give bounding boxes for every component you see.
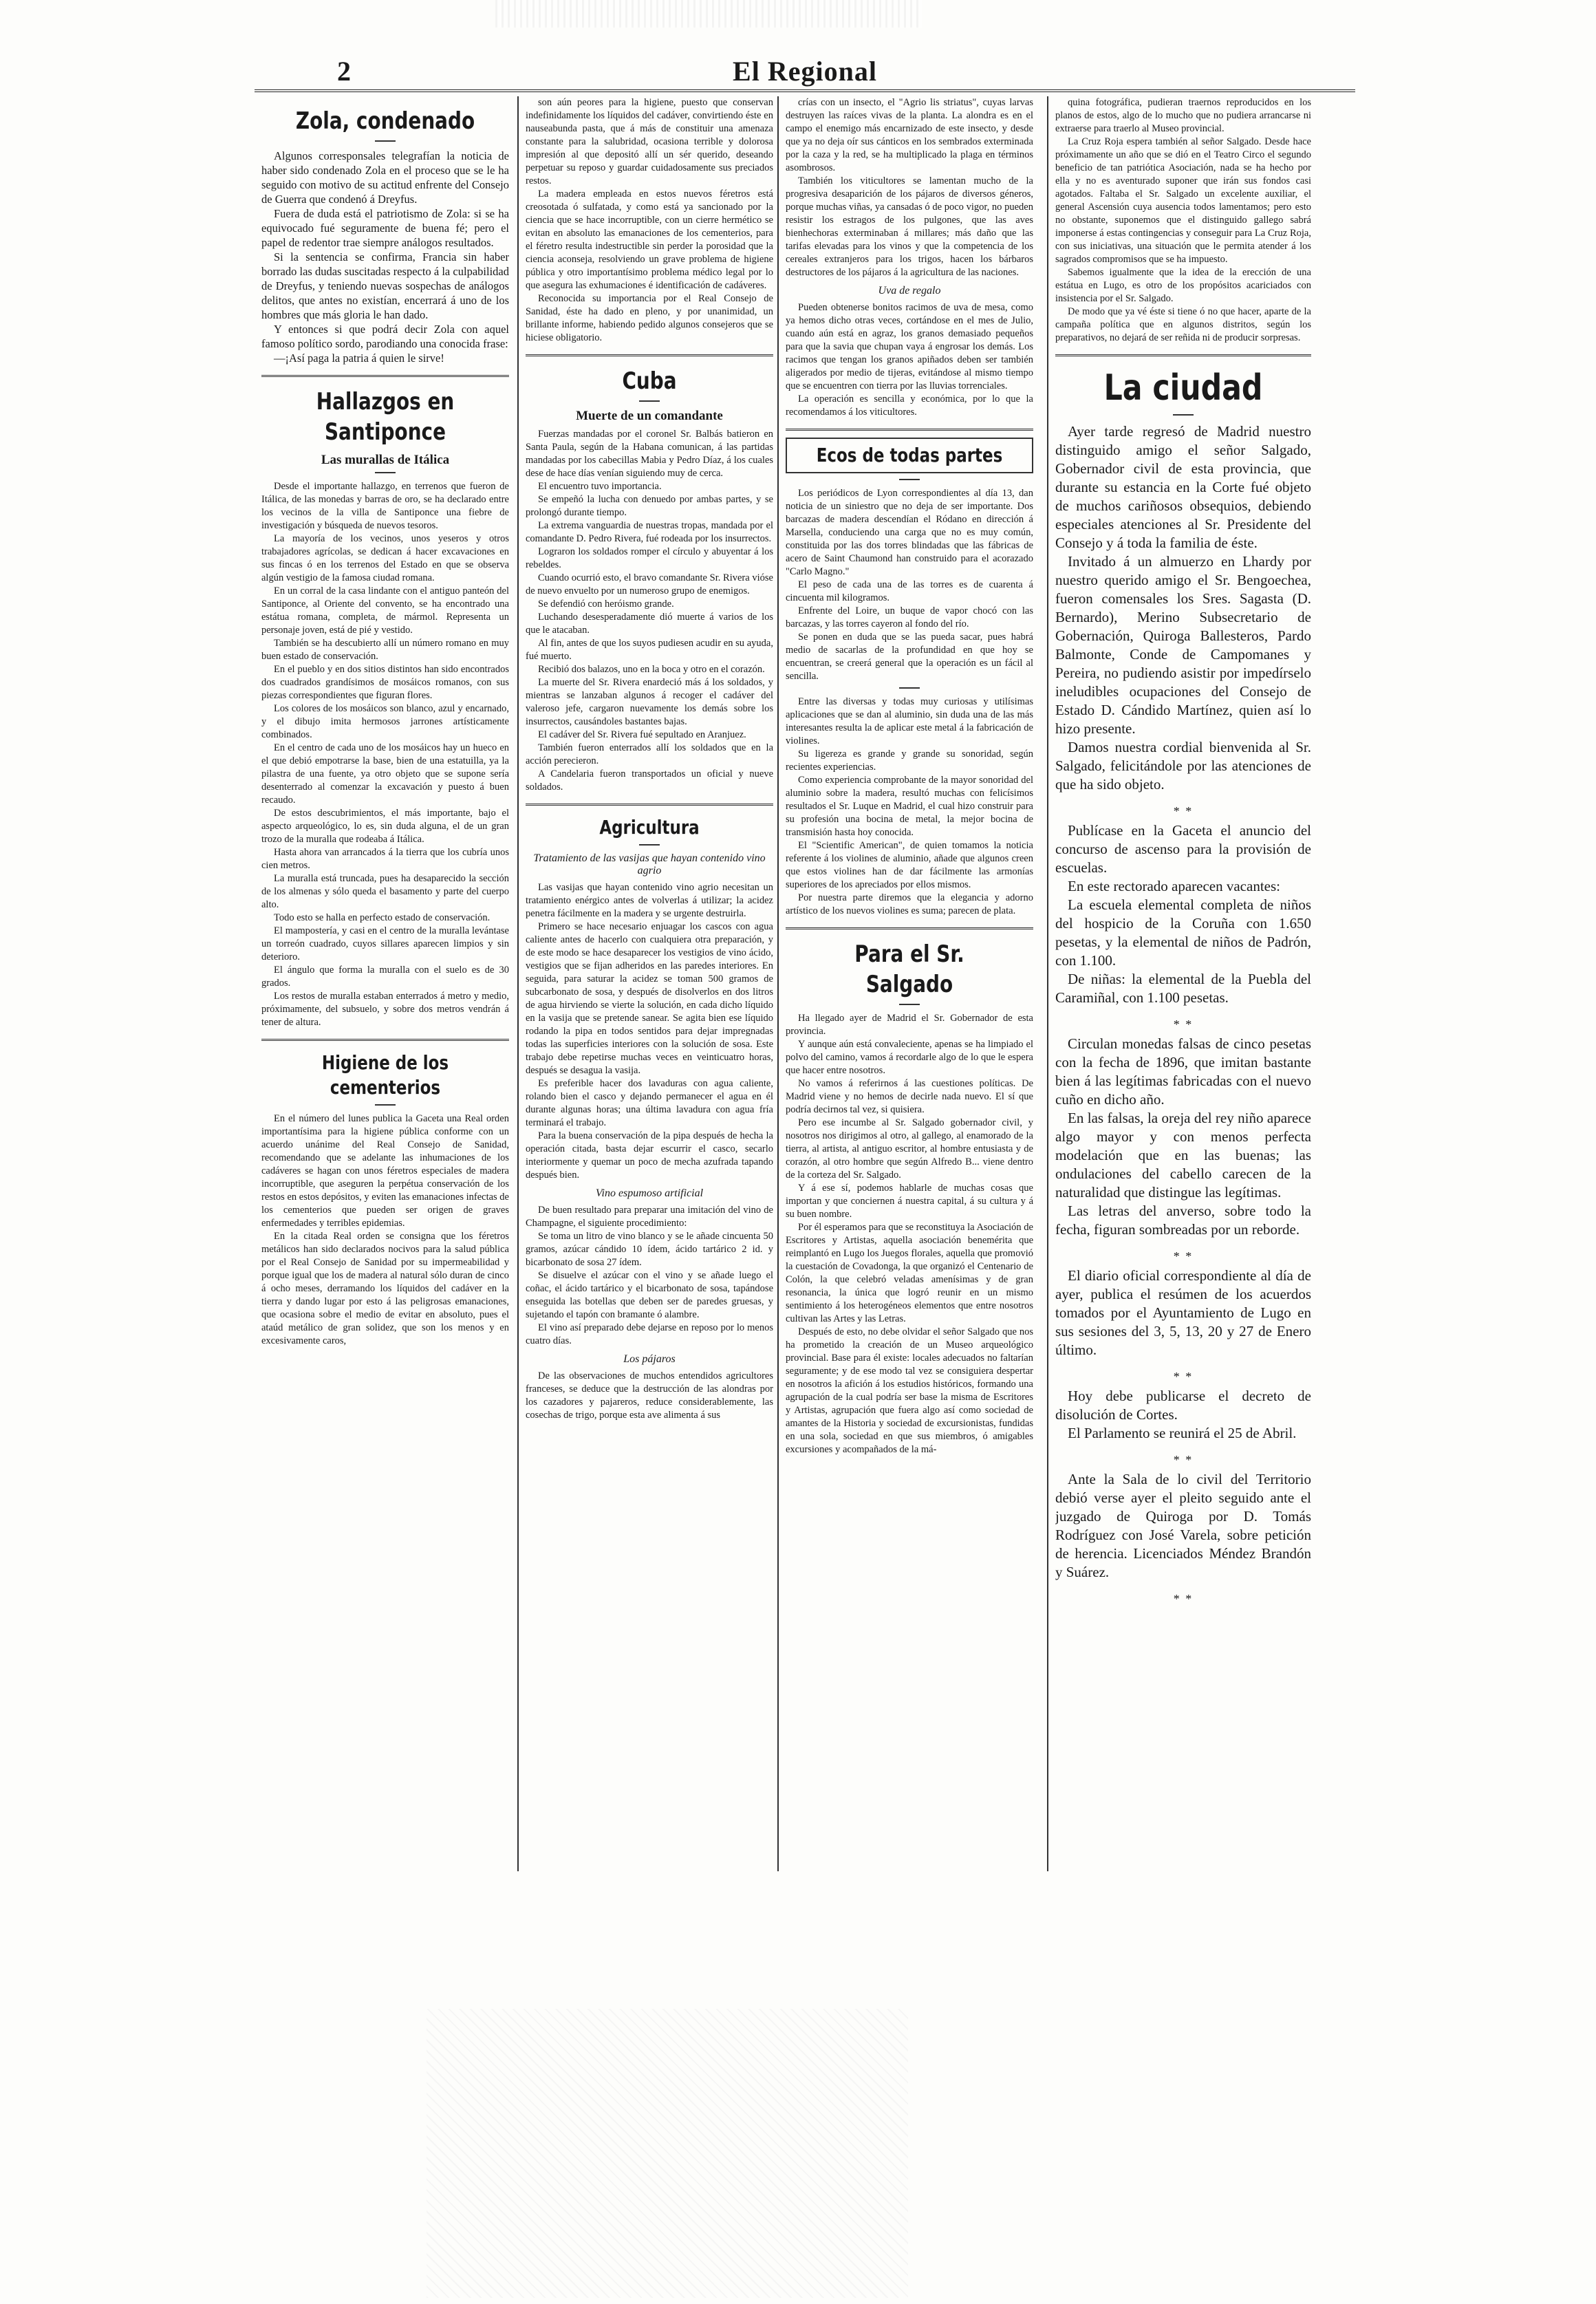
paragraph: quina fotográfica, pudieran traernos reproducidos en los planos de estos, algo de lo mucho que no pudiera arrancarse ni extraerse para traerlo al Museo provincial. xyxy=(1055,97,1311,134)
paragraph: Y aunque aún está convaleciente, apenas se ha limpiado el polvo del camino, vamos á recordarle algo de lo que le espera que hacer entre nosotros. xyxy=(786,1039,1033,1076)
paragraph: Por él esperamos para que se reconstituya la Asociación de Escritores y Artistas, aquella asociación benemérita que reimplantó en Lugo los Juegos florales, aquella que promovió la cuestación de Covadonga, la que organizó el Centenario de Colón, la que celebró veladas amenísimas y de gran resonancia, la única que logró reunir en un mismo sentimiento á los heterogéneos elementos que entre nosotros cultivan las Artes y las Letras. xyxy=(786,1222,1033,1324)
paragraph: Circulan monedas falsas de cinco pesetas con la fecha de 1896, que imitan bastante bien á las legítimas fabricadas con el nuevo cuño en dicho año. xyxy=(1055,1035,1311,1108)
paragraph: No vamos á referirnos á las cuestiones políticas. De Madrid viene y no hemos de decirle nada nuevo. El sí que podría decirnos tal vez, si quisiera. xyxy=(786,1078,1033,1115)
headline-zola: Zola, condenado xyxy=(295,107,475,135)
paragraph: Los restos de muralla estaban enterrados á metro y medio, próximamente, del subsuelo, y sobre dos metros vendrán á tener de altura. xyxy=(261,991,509,1028)
divider xyxy=(899,687,920,689)
paragraph: Después de esto, no debe olvidar el señor Salgado que nos ha prometido la creación de un Museo arqueológico provincial. Base para él existe: locales adecuados no faltarían seguramente; y de ese modo tal vez se consiguiera despertar en nosotros la afición á los estudios históricos, formando una agrupación de la cual podría ser base la misma de Escritores y Artistas, agrupación que fuera algo así como sociedad de amantes de la Historia y sociedad de excursionistas, fundidas en una sola, sociedad en que sus miembros, ó amigables excursiones y acompañados de la má- xyxy=(786,1326,1033,1455)
paragraph: Se toma un litro de vino blanco y se le añade cincuenta 50 gramos, azúcar cándido 10 ídem, ácido tartárico 2 id. y bicarbonato de sosa 27 ídem. xyxy=(526,1231,773,1268)
paragraph: Al fin, antes de que los suyos pudiesen acudir en su ayuda, fué muerto. xyxy=(526,638,773,662)
paragraph: El Parlamento se reunirá el 25 de Abril. xyxy=(1068,1425,1297,1441)
paragraph: son aún peores para la higiene, puesto que conservan indefinidamente los líquidos del cadáver, convirtiendo éste en nauseabunda pasta, que á más de constituir una amenaza constante para la salubridad, ocasiona terrible y dolorosa impresión al que depositó allí un sér querido, deseando perpetuar su reposo y guardar cuidadosamente sus preciados restos. xyxy=(526,97,773,186)
paragraph: Todo esto se halla en perfecto estado de conservación. xyxy=(274,912,490,923)
paragraph: Hasta ahora van arrancados á la tierra que los cubría unos cien metros. xyxy=(261,847,509,871)
paragraph: Ha llegado ayer de Madrid el Sr. Gobernador de esta provincia. xyxy=(786,1013,1033,1037)
paragraph: Hoy debe publicarse el decreto de disolución de Cortes. xyxy=(1055,1388,1311,1423)
paragraph: Se disuelve el azúcar con el vino y se añade luego el coñac, el ácido tartárico y el bicarbonato de sosa, tapándose enseguida las botellas que deben ser de paredes gruesas, y sujetando el tapón con bramante ó alambre. xyxy=(526,1270,773,1320)
section-rule xyxy=(526,354,773,356)
paragraph: Cuando ocurrió esto, el bravo comandante Sr. Rivera vióse de nuevo envuelto por un numeroso grupo de enemigos. xyxy=(526,572,773,596)
separator-stars: * * xyxy=(1173,1249,1194,1263)
paragraph: Y á ese sí, podemos hablarle de muchas cosas que importan y que conciernen á nuestra capital, á su cultura y á su buen nombre. xyxy=(786,1183,1033,1220)
paragraph: Luchando desesperadamente dió muerte á varios de los que le atacaban. xyxy=(526,612,773,636)
paragraph: La muralla está truncada, pues ha desaparecido la sección de los almenas y sólo queda el basamento y parte del cuerpo alto. xyxy=(261,873,509,910)
divider xyxy=(639,400,660,402)
paragraph: Las vasijas que hayan contenido vino agrio necesitan un tratamiento enérgico antes de volverlas á utilizar; la acidez penetra fácilmente en la madera y se urgente destruirla. xyxy=(526,882,773,919)
paragraph: Se defendió con heróismo grande. xyxy=(538,599,674,610)
paragraph: Ante la Sala de lo civil del Territorio debió verse ayer el pleito seguido ante el juzgado de Quiroga por D. Tomás Rodríguez con José Varela, sobre petición de herencia. Licenciados Méndez Brandón y Suárez. xyxy=(1055,1471,1311,1580)
paragraph: En un corral de la casa lindante con el antiguo panteón del Santiponce, al Oriente del convento, se ha encontrado una estátua romana, completa, de mármol. Representa un personaje joven, está de pié y vestido. xyxy=(261,585,509,636)
divider xyxy=(375,140,396,142)
paragraph: crías con un insecto, el "Agrio lis striatus", cuyas larvas destruyen las raíces vivas de la planta. La alondra es en el campo el enemigo más encarnizado de este insecto, y desde que ya no deja oír sus cánticos en los sembrados exterminada por la caza y la red, se ha multiplicado la plaga en términos asombrosos. xyxy=(786,97,1033,173)
paragraph: El mampostería, y casi en el centro de la muralla levántase un torreón cuadrado, cuyos sillares aparecen limpios y sin deterioro. xyxy=(261,925,509,962)
paragraph: Sabemos igualmente que la idea de la erección de una estátua en Lugo, es otro de los propósitos acariciados con insistencia por el Sr. Salgado. xyxy=(1055,267,1311,304)
paragraph: Pero ese incumbe al Sr. Salgado gobernador civil, y nosotros nos dirigimos al otro, al gallego, al enamorado de la tierra, al artista, al antiguo escritor, al hombre entusiasta y de corazón, al otro hombre que según Alfredo B... viene dentro de la corteza del Sr. Salgado. xyxy=(786,1117,1033,1181)
divider xyxy=(899,1004,920,1005)
paragraph: La mayoría de los vecinos, unos yeseros y otros trabajadores agrícolas, se dedican á hacer excavaciones en sus fincas ó en los terrenos del Estado en que se observa algún vestigio de la famosa ciudad romana. xyxy=(261,533,509,583)
divider xyxy=(899,479,920,480)
page-number: 2 xyxy=(337,56,351,87)
column-4 xyxy=(1055,96,1311,1871)
separator-stars: * * xyxy=(1173,804,1194,818)
divider xyxy=(375,472,396,473)
paragraph: En la citada Real orden se consigna que los féretros metálicos han sido declarados nocivos para la salud pública por el Real Consejo de Sanidad por su impermeabilidad y porque igual que los de madera al natural sólo duran de cinco á ocho meses, derramando los líquidos del cadáver en la tierra y dando lugar por esto á las peligrosas emanaciones, que ocasiona sobre el medio de evitar en absoluto, pues el ataúd metálico de gran solidez, que son los menos y en excesivamente caros, xyxy=(261,1231,509,1346)
paragraph: Si la sentencia se confirma, Francia sin haber borrado las dudas suscitadas respecto á la culpabilidad de Dreyfus, y teniendo nuevas sospechas de análogos delitos, que antes no existían, encerrará á uno de los hombres que más gloria le han dado. xyxy=(261,250,509,321)
section-rule xyxy=(786,927,1033,929)
paragraph: Publícase en la Gaceta el anuncio del concurso de ascenso para la provisión de escuelas. xyxy=(1055,822,1311,876)
paragraph: Enfrente del Loire, un buque de vapor chocó con las barcazas, y las torres cayeron al fondo del río. xyxy=(786,605,1033,629)
paragraph: También se ha descubierto allí un número romano en muy buen estado de conservación. xyxy=(261,638,509,662)
paragraph: El "Scientific American", de quien tomamos la noticia referente á los violines de aluminio, añade que algunos creen que estos violines han de dar fácilmente las armonías superiores de los apreciados por ellos mismos. xyxy=(786,840,1033,890)
paragraph: De buen resultado para preparar una imitación del vino de Champagne, el siguiente procedimiento: xyxy=(526,1205,773,1229)
paragraph: Algunos corresponsales telegrafían la noticia de haber sido condenado Zola en el proceso que se le ha seguido con motivo de su actitud enfrente del Consejo de Guerra que condenó á Dreyfus. xyxy=(261,149,509,206)
scan-noise-bottom xyxy=(427,2009,908,2298)
column-2 xyxy=(526,96,773,1871)
separator-stars: * * xyxy=(1173,1018,1194,1031)
paragraph: La muerte del Sr. Rivera enardeció más á los soldados, y mientras se lanzaban algunos á recoger el cadáver del valeroso jefe, cargaron nuevamente los demás sobre los insurrectos, causándoles bastantes bajas. xyxy=(526,677,773,727)
page-header xyxy=(261,55,1348,85)
section-rule xyxy=(261,1039,509,1041)
paragraph: Damos nuestra cordial bienvenida al Sr. Salgado, felicitándole por las atenciones de que ha sido objeto. xyxy=(1055,739,1311,793)
subheadline: Tratamiento de las vasijas que hayan contenido vino agrio xyxy=(533,852,766,876)
header-rule xyxy=(255,89,1355,92)
paragraph: También fueron enterrados allí los soldados que en la acción perecieron. xyxy=(526,742,773,766)
divider xyxy=(1173,414,1194,416)
headline-cuba: Cuba xyxy=(622,367,677,395)
paragraph: De las observaciones de muchos entendidos agricultores franceses, se deduce que la destrucción de las alondras por los cazadores y pajareros, reduce considerablemente, las cosechas de trigo, porque esta ave alimenta á sus xyxy=(526,1370,773,1421)
paragraph: Como experiencia comprobante de la mayor sonoridad del aluminio sobre la madera, resultó muchas con felicísimos resultados el Sr. Luque en Madrid, el cual hizo construir para su profesión una bocina de metal, la mejor bocina de transmisión hasta hoy conocida. xyxy=(786,775,1033,838)
masthead: El Regional xyxy=(733,56,877,87)
headline-hallazgos: Hallazgos en Santiponce xyxy=(316,388,455,446)
paragraph: En el número del lunes publica la Gaceta una Real orden importantísima para la higiene pública conforme con un acuerdo unánime del Real Consejo de Sanidad, recomendando que se adelante las inhumaciones de los cadáveres se hagan con unos féretros especiales de madera incorruptible, que aseguren la perpétua conservación de los restos en estos depósitos, y eviten las emanaciones infectas de los cementerios que pueden ser origen de graves enfermedades y terribles epidemias. xyxy=(261,1113,509,1229)
paragraph: Por nuestra parte diremos que la elegancia y adorno artístico de los nuevos violines es suma; parecen de plata. xyxy=(786,892,1033,916)
paragraph: El cadáver del Sr. Rivera fué sepultado en Aranjuez. xyxy=(538,729,746,740)
headline-salgado: Para el Sr. Salgado xyxy=(854,940,964,998)
paragraph: En este rectorado aparecen vacantes: xyxy=(1068,878,1280,894)
paragraph: Los periódicos de Lyon correspondientes al día 13, dan noticia de un siniestro que no deja de ser importante. Dos barcazas de madera descendían el Ródano en dirección á Marsella, conduciendo una carga que no es muy común, constituida por las dos torres blindadas que las fábricas de acero de Saint Chaumond han construido para el acorazado "Carlo Magno." xyxy=(786,488,1033,577)
section-rule xyxy=(786,429,1033,431)
paragraph: Pueden obtenerse bonitos racimos de uva de mesa, como ya hemos dicho otras veces, cortándose en el mes de Julio, cuando aún está en agraz, los granos demasiado pequeños para que la savia que chupan vaya á engrosar los demás. Los racimos que tengan los granos apiñados deben ser también aligerados por medio de tijeras, evitándose al mismo tiempo que se encuentren con tierra por las lluvias torrenciales. xyxy=(786,302,1033,391)
paragraph: De estos descubrimientos, el más importante, bajo el aspecto arqueológico, lo es, sin duda alguna, el de un gran trozo de la muralla que rodeaba á Itálica. xyxy=(261,808,509,845)
divider xyxy=(375,1104,396,1106)
paragraph: Desde el importante hallazgo, en terrenos que fueron de Itálica, de las monedas y barras de oro, se ha declarado entre los vecinos de la villa de Santiponce una fiebre de investigación y búsqueda de nuevos tesoros. xyxy=(261,481,509,531)
section-rule xyxy=(1055,354,1311,356)
column-3 xyxy=(786,96,1033,1871)
paragraph: Fuerzas mandadas por el coronel Sr. Balbás batieron en Santa Paula, según de la Habana comunican, á las partidas mandadas por los cabecillas Mabia y Pedro Díaz, á los cuales dese de hace días venían siguiendo muy de cerca. xyxy=(526,429,773,479)
paragraph: Las letras del anverso, sobre todo la fecha, figuran sombreadas por un reborde. xyxy=(1055,1203,1311,1238)
paragraph: La madera empleada en estos nuevos féretros está creosotada ó sulfatada, y como está ya sancionado por la ciencia que se hace incorruptible, con un cierre hermético se evitan en absoluto las emanaciones de los cementerios, para el féretro resulta indestructible sin perder la porosidad que la ciencia aconseja, resolviendo un grave problema de higiene pública y otro importantísimo problema médico legal por lo que asegura las exhumaciones é identificación de cadáveres. xyxy=(526,189,773,291)
paragraph: También los viticultores se lamentan mucho de la progresiva desaparición de los pájaros de diversos géneros, porque muchas viñas, ya cansadas ó de poco vigor, no pueden resistir los estragos de los pulgones, que las aves bienhechoras exterminaban á millares; más daño que las tarifas elevadas para los vinos y que la competencia de los cereales extranjeros para los trigos, hacen los bárbaros destructores de los pájaros á la agricultura de las naciones. xyxy=(786,175,1033,278)
subheadline: Vino espumoso artificial xyxy=(595,1187,704,1199)
scan-noise-top xyxy=(495,0,922,28)
paragraph: El ángulo que forma la muralla con el suelo es de 30 grados. xyxy=(261,965,509,989)
paragraph: Primero se hace necesario enjuagar los cascos con agua caliente antes de hacerlo con cualquiera otra preparación, y de este modo se hace desaparecer los vestigios de vino ácido, vestigios que se fijan adheridos en las paredes interiores. En seguida, para saturar la acidez se toman 500 gramos de subcarbonato de sosa, y después de disolverlos en dos litros de agua hirviendo se vierte la solución, en cada dicho líquido en la vasija que se pretende sanear. Se agita bien ese líquido rodando la pipa en todos sentidos para dejar impregnadas todas las superficies interiores con la solución de sosa. Este trabajo debe repetirse muchas veces en veinticuatro horas, después se desagua la vasija. xyxy=(526,921,773,1076)
column-rule xyxy=(777,96,779,1871)
paragraph: Y entonces si que podrá decir Zola con aquel famoso político sordo, parodiando una conocida frase: xyxy=(261,323,509,350)
paragraph: —¡Así paga la patria á quien le sirve! xyxy=(274,352,444,365)
paragraph: Se empeñó la lucha con denuedo por ambas partes, y se prolongó durante tiempo. xyxy=(526,494,773,518)
subheadline: Los pájaros xyxy=(623,1353,676,1365)
subheadline: Uva de regalo xyxy=(878,285,941,297)
paragraph: El peso de cada una de las torres es de cuarenta á cincuenta mil kilogramos. xyxy=(786,579,1033,603)
paragraph: En las falsas, la oreja del rey niño aparece algo mayor y con menos perfecta modelación que en las buenas; las ondulaciones del cabello carecen de la naturalidad que distingue las legítimas. xyxy=(1055,1110,1311,1201)
paragraph: Los colores de los mosáicos son blanco, azul y encarnado, y el dibujo imita hermosos jarrones artísticamente combinados. xyxy=(261,703,509,740)
column-rule xyxy=(1047,96,1048,1871)
section-rule xyxy=(526,804,773,806)
headline-agricultura: Agricultura xyxy=(599,816,700,839)
separator-stars: * * xyxy=(1173,1370,1194,1384)
paragraph: Su ligereza es grande y grande su sonoridad, según recientes experiencias. xyxy=(786,749,1033,773)
paragraph: El encuentro tuvo importancia. xyxy=(538,481,662,492)
paragraph: La Cruz Roja espera también al señor Salgado. Desde hace próximamente un año que se dió en el Teatro Circo el segundo beneficio de tan patriótica Asociación, nada se ha hecho por ella y no es aventurado suponer que irán sus fondos casi agotados. Faltaba el Sr. Salgado un excelente auxiliar, el general Ascensión cuya ausencia todos lamentamos; pero esto no obstante, suponemos que el distinguido gallego sabrá imponerse á estas contingencias y conseguir para La Cruz Roja, con sus iniciativas, una situación que le permita atender á los sagrados compromisos que se ha impuesto. xyxy=(1055,136,1311,265)
paragraph: La operación es sencilla y económica, por lo que la recomendamos á los viticultores. xyxy=(786,394,1033,418)
paragraph: Invitado á un almuerzo en Lhardy por nuestro querido amigo el Sr. Bengoechea, fueron comensales los Sres. Sagasta (D. Bernardo), Merino Subsecretario de Gobernación, Quiroga Ballesteros, Pardo Balmonte, Conde de Campomanes y Pereira, no pudiendo asistir por impedírselo ineludibles ocupaciones del Consejo de Estado D. Cándido Martínez, quien así lo hizo presente. xyxy=(1055,553,1311,737)
headline-ecos: Ecos de todas partes xyxy=(816,444,1003,466)
column-rule xyxy=(517,96,519,1871)
paragraph: Fuera de duda está el patriotismo de Zola: si se ha equivocado fué seguramente de buena fé; pero el papel de redentor trae siempre análogos resultados. xyxy=(261,207,509,249)
paragraph: El diario oficial correspondiente al día de ayer, publica el resúmen de los acuerdos tomados por el Ayuntamiento de Lugo en sus sesiones del 3, 5, 13, 20 y 27 de Enero último. xyxy=(1055,1267,1311,1358)
paragraph: De modo que ya vé éste si tiene ó no que hacer, aparte de la campaña política que en algunos distritos, según los preparativos, no dejará de ser reñida ni de producir sorpresas. xyxy=(1055,306,1311,343)
headline-higiene: Higiene de los cementerios xyxy=(321,1051,449,1099)
paragraph: Ayer tarde regresó de Madrid nuestro distinguido amigo el señor Salgado, Gobernador civil de esta provincia, que durante su estancia en la Corte fué objeto de muchos cariñosos obsequios, debiendo especiales atenciones al Sr. Presidente del Consejo y á toda la familia de éste. xyxy=(1055,423,1311,551)
subheadline: Muerte de un comandante xyxy=(576,409,723,423)
headline-box xyxy=(786,438,1033,473)
paragraph: En el centro de cada uno de los mosáicos hay un hueco en el que debió empotrarse la base, bien de una estatuilla, ya la pilastra de una fuente, ya otro objeto que se supone sería desenterrado al comenzar la excavación y puesto á buen recaudo. xyxy=(261,742,509,806)
paragraph: La extrema vanguardia de nuestras tropas, mandada por el comandante D. Pedro Rivera, fué rodeada por los insurrectos. xyxy=(526,520,773,544)
paragraph: Reconocida su importancia por el Real Consejo de Sanidad, éste ha dado en pleno, y por unanimidad, un brillante informe, habiendo pedido algunos consejeros que se hiciese obligatorio. xyxy=(526,293,773,343)
paragraph: Es preferible hacer dos lavaduras con agua caliente, rolando bien el casco y dejando permanecer el agua en él durante algunas horas; una última lavadura con agua fría terminará el trabajo. xyxy=(526,1078,773,1128)
separator-stars: * * xyxy=(1173,1453,1194,1467)
paragraph: Entre las diversas y todas muy curiosas y utilísimas aplicaciones que se dan al aluminio, sin duda una de las más interesantes resulta la de aplicar este metal á la fabricación de violines. xyxy=(786,696,1033,746)
divider xyxy=(639,844,660,846)
paragraph: La escuela elemental completa de niños del hospicio de la Coruña con 1.650 pesetas, y la elemental de niños de Padrón, con 1.100. xyxy=(1055,896,1311,969)
headline-ciudad: La ciudad xyxy=(1103,367,1263,409)
paragraph: El vino así preparado debe dejarse en reposo por lo menos cuatro días. xyxy=(526,1322,773,1346)
section-rule xyxy=(261,375,509,377)
paragraph: Para la buena conservación de la pipa después de hecha la operación citada, basta dejar escurrir el casco, secarlo interiormente y quemar un poco de mecha azufrada tapando después bien. xyxy=(526,1130,773,1181)
paragraph: De niñas: la elemental de la Puebla del Caramiñal, con 1.100 pesetas. xyxy=(1055,971,1311,1006)
subheadline: Las murallas de Itálica xyxy=(321,453,450,467)
column-1 xyxy=(261,96,509,1871)
paragraph: Se ponen en duda que se las pueda sacar, pues habrá medio de sacarlas de la profundidad en que hoy se encuentran, se creerá general que la operación es un fácil al sencilla. xyxy=(786,632,1033,682)
paragraph: Recibió dos balazos, uno en la boca y otro en el corazón. xyxy=(538,664,765,675)
separator-stars: * * xyxy=(1173,1592,1194,1606)
paragraph: A Candelaria fueron transportados un oficial y nueve soldados. xyxy=(526,768,773,793)
paragraph: Lograron los soldados romper el círculo y abuyentar á los rebeldes. xyxy=(526,546,773,570)
paragraph: En el pueblo y en dos sitios distintos han sido encontrados dos cuadrados grandísimos de mosáicos romanos, con sus piezas correspondientes que figuran flores. xyxy=(261,664,509,701)
